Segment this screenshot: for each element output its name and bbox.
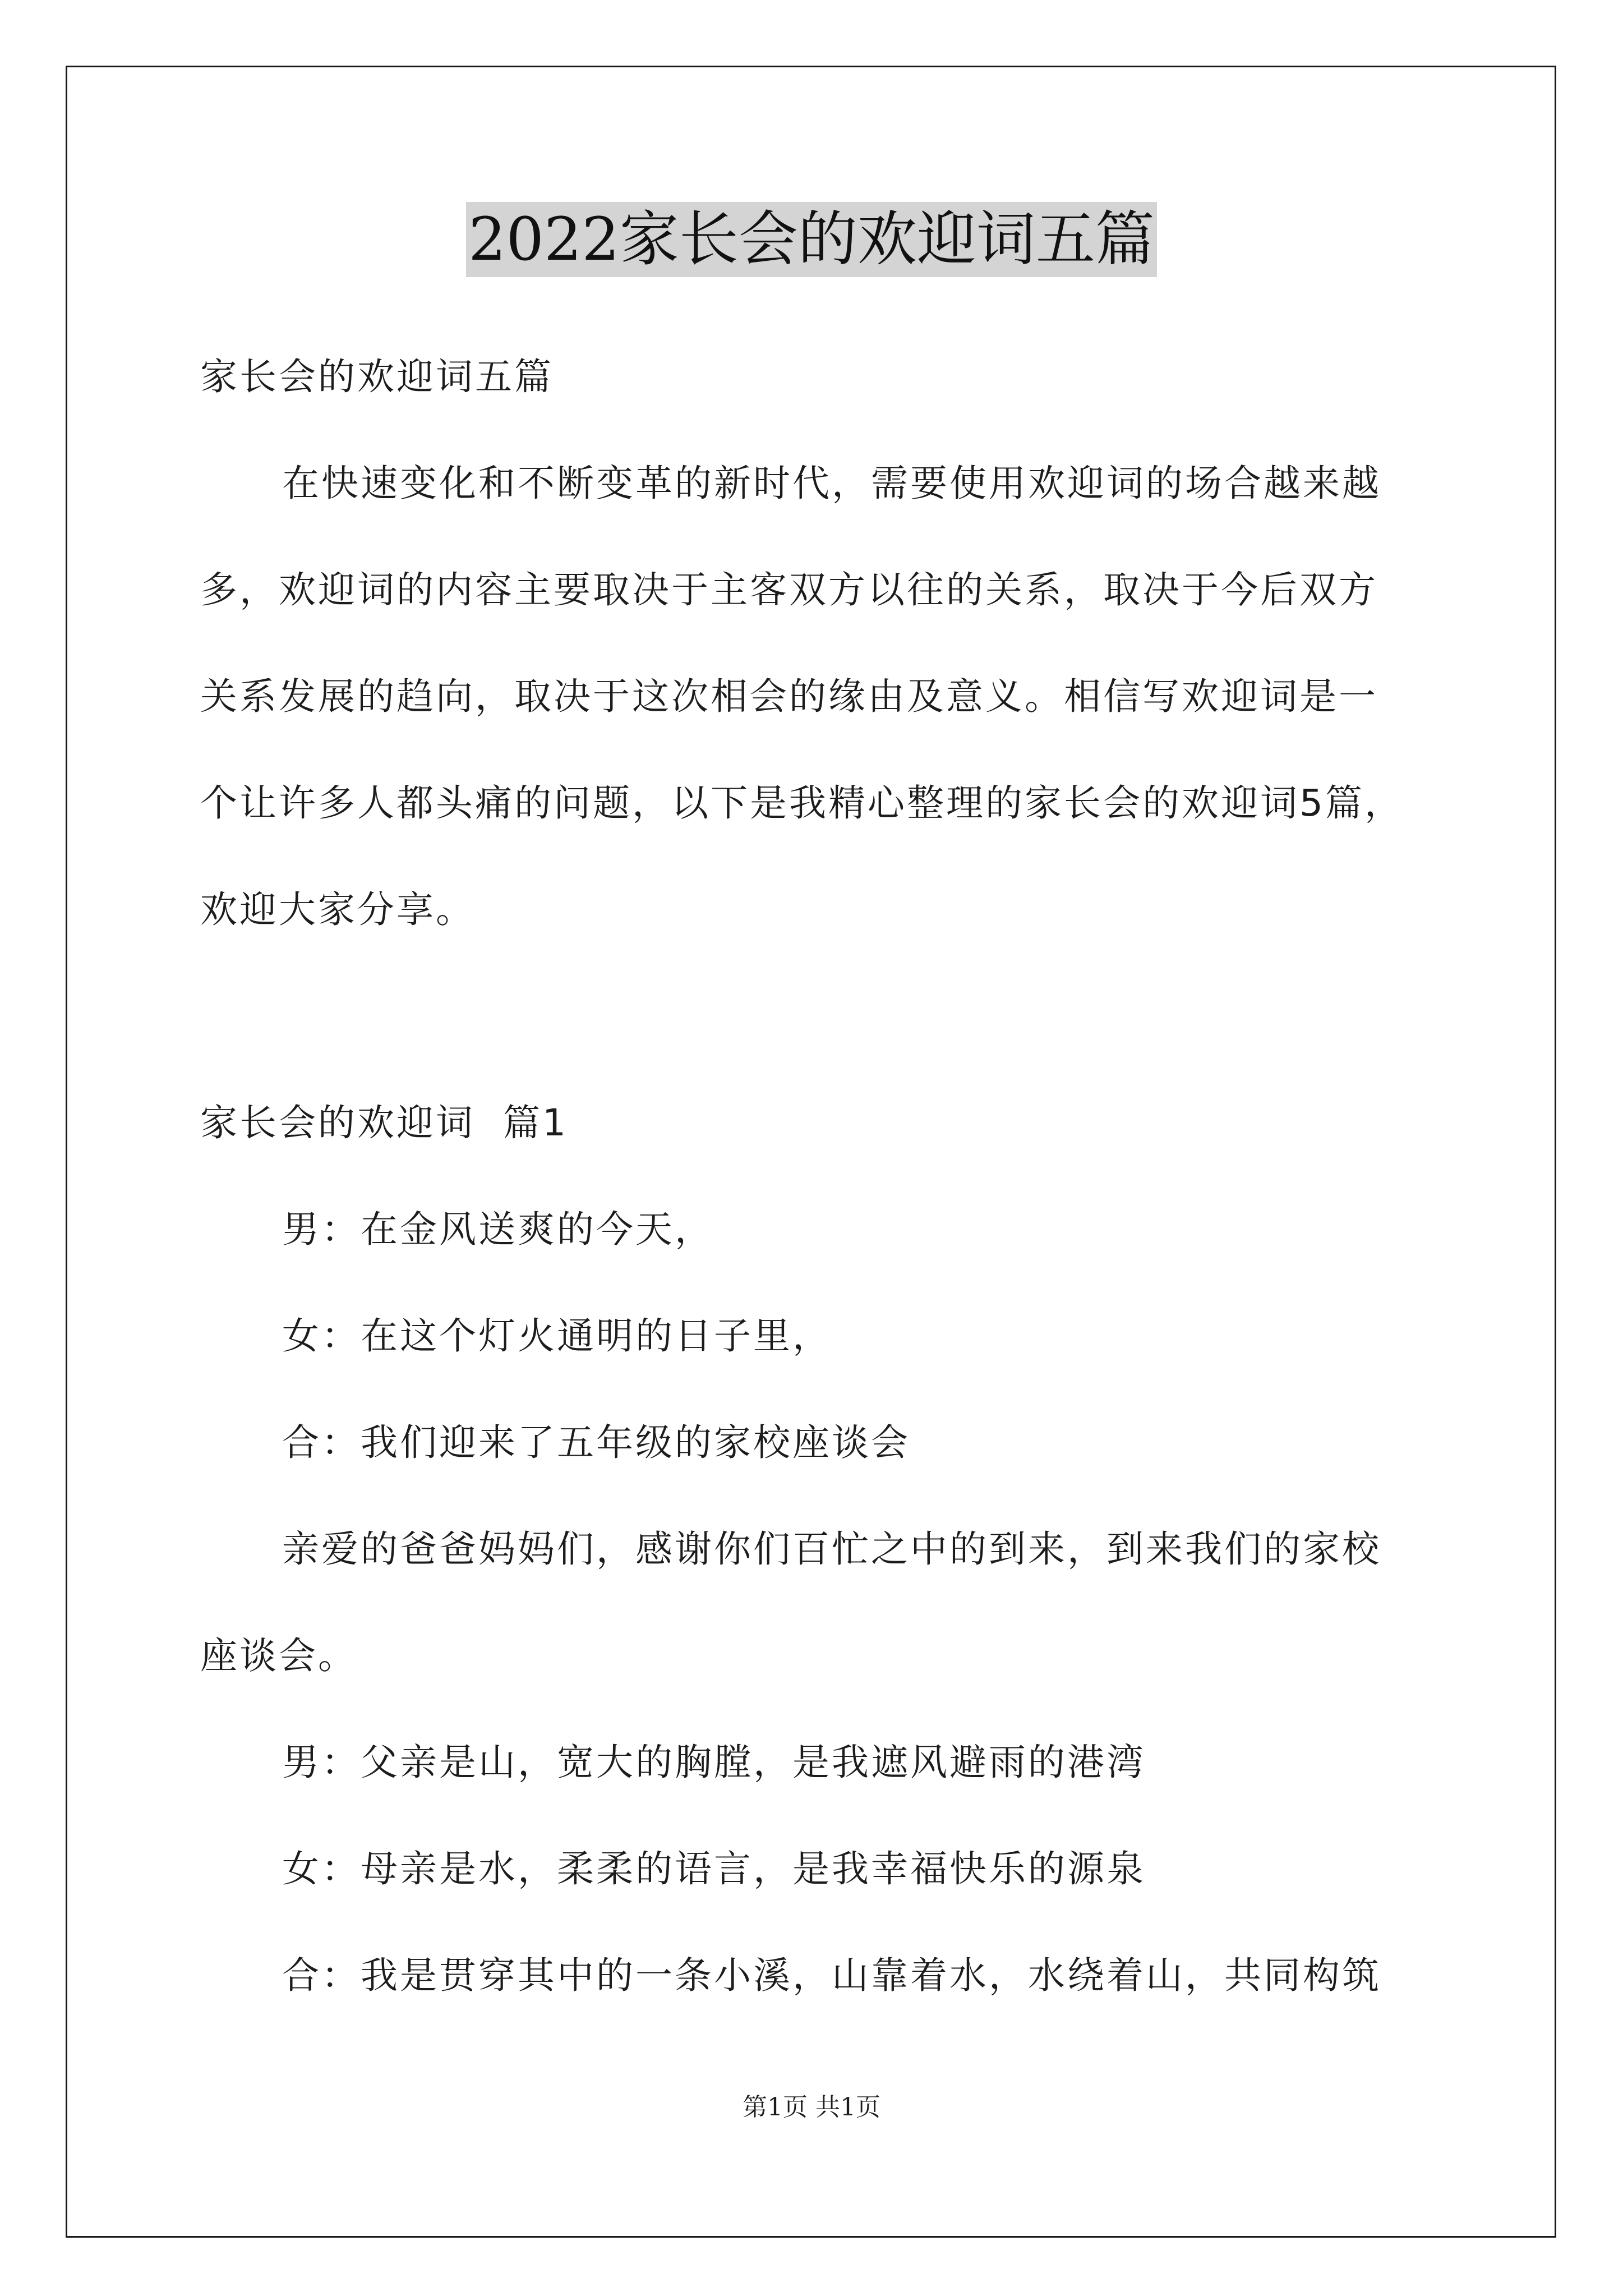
title-container: [0, 202, 1623, 277]
document-title: 2022家长会的欢迎词五篇: [466, 202, 1157, 277]
intro-line: 多，欢迎词的内容主要取决于主客双方以往的关系，取决于今后双方: [200, 568, 1378, 611]
body-line: 亲爱的爸爸妈妈们，感谢你们百忙之中的到来，到来我们的家校: [282, 1527, 1381, 1571]
intro-line: 在快速变化和不断变革的新时代，需要使用欢迎词的场合越来越: [282, 462, 1381, 505]
body-line: 合：我们迎来了五年级的家校座谈会: [282, 1421, 910, 1464]
intro-line: 关系发展的趋向，取决于这次相会的缘由及意义。相信写欢迎词是一: [200, 675, 1378, 718]
body-line: 男：在金风送爽的今天，: [282, 1208, 714, 1251]
body-line: 男：父亲是山，宽大的胸膛，是我遮风避雨的港湾: [282, 1741, 1146, 1784]
body-line: 合：我是贯穿其中的一条小溪，山靠着水，水绕着山，共同构筑: [282, 1954, 1381, 1997]
section-heading: 家长会的欢迎词 篇1: [200, 1101, 568, 1144]
body-line: 女：母亲是水，柔柔的语言，是我幸福快乐的源泉: [282, 1847, 1146, 1890]
intro-line: 个让许多人都头痛的问题，以下是我精心整理的家长会的欢迎词5篇，: [200, 781, 1404, 825]
body-line: 女：在这个灯火通明的日子里，: [282, 1314, 832, 1358]
document-subtitle: 家长会的欢迎词五篇: [200, 355, 554, 398]
page-footer: 第1页 共1页: [743, 2093, 880, 2122]
intro-line: 欢迎大家分享。: [200, 888, 475, 931]
body-line: 座谈会。: [200, 1634, 357, 1677]
